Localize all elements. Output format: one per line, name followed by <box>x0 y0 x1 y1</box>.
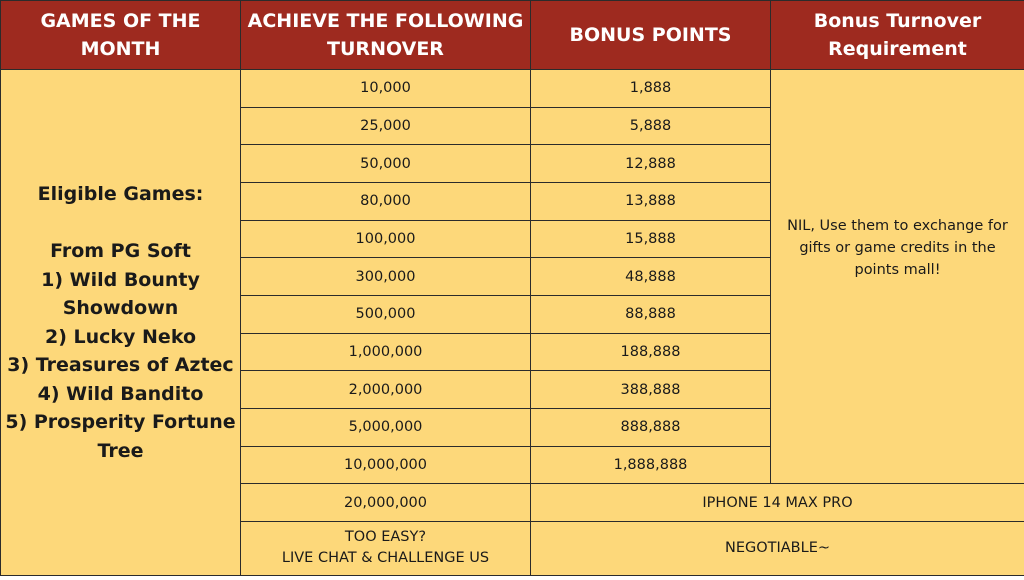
bonus-points-cell: 88,888 <box>531 295 771 333</box>
game-item: 2) Lucky Neko <box>44 325 197 348</box>
game-provider: From PG Soft <box>50 240 191 262</box>
bonus-points-cell: 13,888 <box>531 182 771 220</box>
turnover-cell <box>241 521 531 575</box>
requirement-cell <box>771 70 1024 484</box>
header-turnover <box>241 1 531 70</box>
turnover-line: 20,000,000 <box>343 494 428 511</box>
bonus-points-cell: 1,888,888 <box>531 446 771 484</box>
bonus-points-cell: 15,888 <box>531 220 771 258</box>
bonus-points-cell: 188,888 <box>531 333 771 371</box>
turnover-line: TOO EASY? <box>344 529 427 546</box>
header-requirement-line-1: Bonus Turnover <box>813 10 982 32</box>
turnover-cell: 1,000,000 <box>241 333 531 371</box>
game-item: 5) Prosperity Fortune <box>5 411 236 433</box>
header-bonus-points <box>531 1 771 70</box>
turnover-cell: 5,000,000 <box>241 408 531 446</box>
turnover-cell: 500,000 <box>241 295 531 333</box>
bonus-points-cell: 888,888 <box>531 408 771 446</box>
header-turnover-line-1: ACHIEVE THE FOLLOWING <box>247 10 524 32</box>
header-row <box>1 1 1024 70</box>
requirement-line: NIL, Use them to exchange for <box>787 217 1008 234</box>
header-requirement-line-2: Requirement <box>828 38 967 60</box>
table-row <box>1 70 1024 108</box>
bonus-points-cell: 388,888 <box>531 371 771 409</box>
game-item: 3) Treasures of Aztec <box>7 354 234 376</box>
game-item: 1) Wild Bounty <box>41 268 200 291</box>
turnover-line: LIVE CHAT & CHALLENGE US <box>281 550 490 567</box>
eligible-games-title: Eligible Games: <box>37 183 204 205</box>
header-bonus-points-line: BONUS POINTS <box>569 24 732 46</box>
turnover-cell: 2,000,000 <box>241 371 531 409</box>
game-item: Showdown <box>62 297 179 319</box>
requirement-line: points mall! <box>854 261 941 278</box>
turnover-cell: 50,000 <box>241 145 531 183</box>
header-games-line-1: GAMES OF THE <box>40 10 201 32</box>
turnover-cell: 80,000 <box>241 182 531 220</box>
header-bonus-turnover-requirement <box>771 1 1024 70</box>
turnover-cell: 100,000 <box>241 220 531 258</box>
game-item: 4) Wild Bandito <box>37 382 204 405</box>
reward-cell: NEGOTIABLE~ <box>531 521 1024 575</box>
eligible-games-cell <box>1 70 241 576</box>
header-turnover-line-2: TURNOVER <box>327 38 444 60</box>
turnover-cell: 10,000 <box>241 70 531 108</box>
eligible-games-spacer <box>1 209 240 238</box>
bonus-points-cell: 1,888 <box>531 70 771 108</box>
header-games-line-2: MONTH <box>80 38 161 60</box>
turnover-cell: 10,000,000 <box>241 446 531 484</box>
turnover-cell <box>241 484 531 522</box>
requirement-line: gifts or game credits in the <box>799 239 996 256</box>
header-games-of-the-month <box>1 1 241 70</box>
bonus-points-cell: 5,888 <box>531 107 771 145</box>
turnover-cell: 25,000 <box>241 107 531 145</box>
game-item: Tree <box>97 439 144 462</box>
turnover-cell: 300,000 <box>241 258 531 296</box>
bonus-points-cell: 12,888 <box>531 145 771 183</box>
reward-cell: IPHONE 14 MAX PRO <box>531 484 1024 522</box>
bonus-points-cell: 48,888 <box>531 258 771 296</box>
